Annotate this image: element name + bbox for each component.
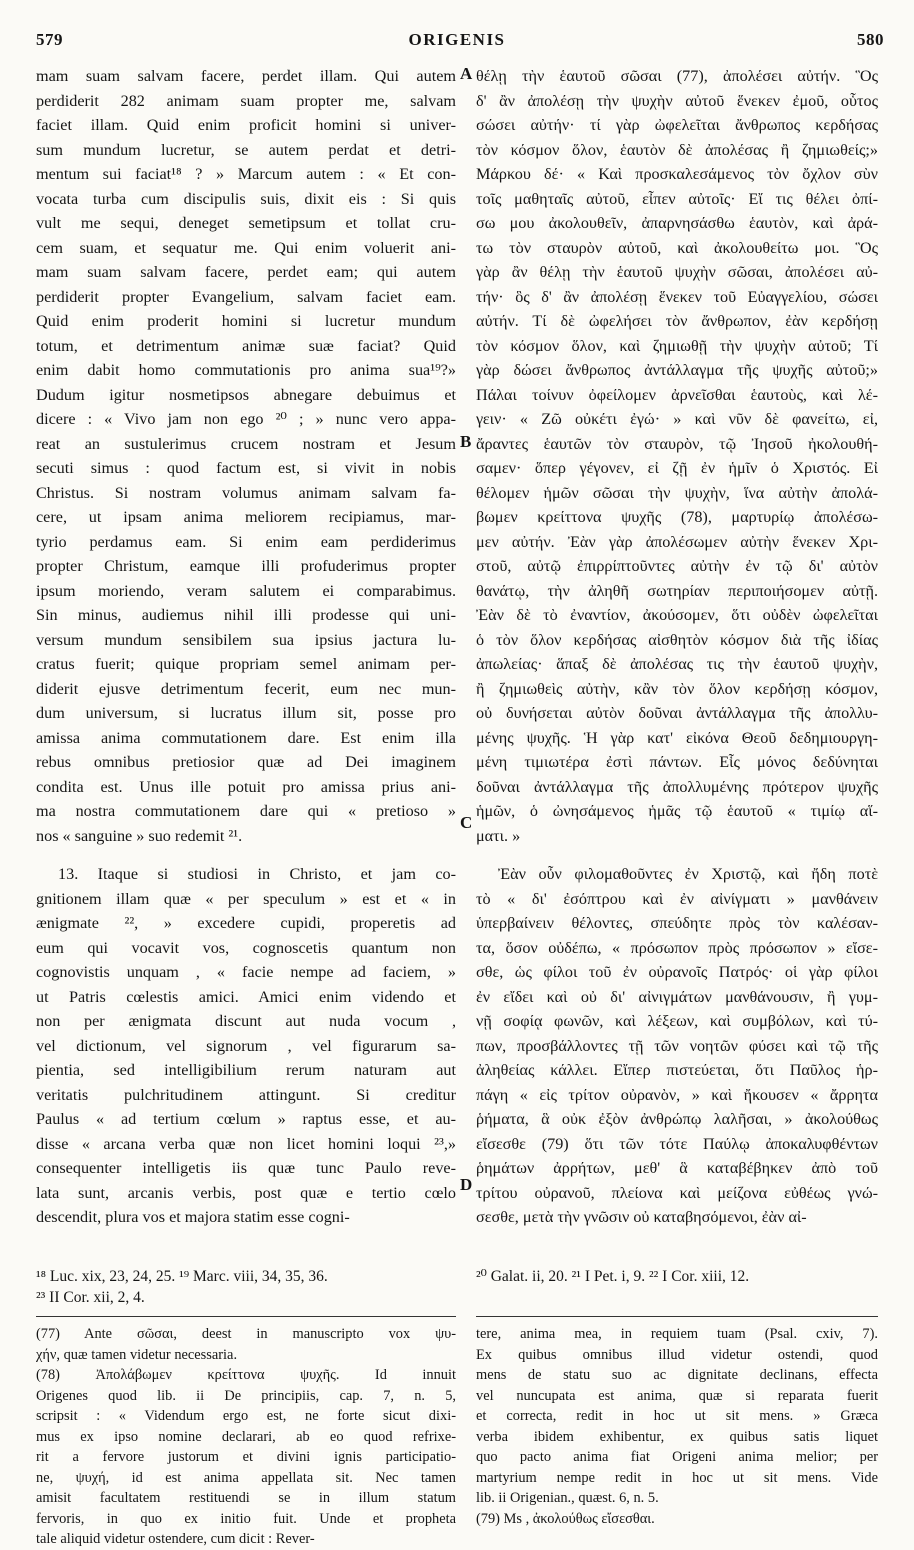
text-line: Christus. Si nostram volumus animam salvam fa-: [36, 483, 456, 502]
editorial-notes-right: [476, 1324, 878, 1529]
footnote-rule-right: [476, 1316, 878, 1317]
scripture-references-left: [36, 1266, 456, 1308]
text-line: faciet illam. Quid enim proficit homini si univer-: [36, 116, 456, 134]
text-line: rit a fervore justorum et divini ignis participatio-: [36, 1449, 456, 1465]
text-line: 13. Itaque si studiosi in Christo, et jam co-: [58, 865, 456, 883]
text-line: στοῦ, αὐτῷ ἐπιρρίπτοῦντες αὐτὴν ἐν τῷ δι' αὐτὸν: [476, 557, 878, 575]
margin-marker-b: B: [460, 432, 472, 451]
text-line: rebus omnibus pretiosior quæ ad Dei imaginem: [36, 753, 456, 771]
text-line: sum mundum lucretur, se autem perdat et detri-: [36, 140, 456, 159]
text-line: πων, προσβάλλοντες τῇ τῶν νοητῶν φύσει καὶ τῷ τῆς: [476, 1036, 878, 1055]
text-line: σω μου ἀκολουθεῖν, ἀπαρνησάσθω ἑαυτὸν, καὶ ἀρά-: [476, 214, 878, 232]
text-line: ὑπερβαίνειν θέλοντες, σπεύδητε πρὸς τὸν καλέσαν-: [476, 914, 878, 932]
text-line: μένης ψυχῆς. Ἡ γὰρ κατ' εἰκόνα Θεοῦ δεδημιουργη-: [476, 728, 878, 747]
text-line: ἀπωλείας· ἅπαξ δὲ ἀπολέσας τις τὴν ἑαυτοῦ ψυχὴν,: [476, 655, 878, 673]
greek-column: [476, 64, 878, 1230]
text-line: Quid enim proderit homini si lucretur mundum: [36, 312, 456, 330]
text-line: σθε, ὡς φίλοι τοῦ ἐν οὐρανοῖς Πατρός· οἱ γὰρ φίλοι: [476, 963, 878, 981]
text-line: mam suam salvam facere, perdet illam. Qui autem: [36, 67, 456, 85]
text-line: χήν, quæ tamen videtur necessaria.: [36, 1346, 238, 1363]
paragraph-gap: [36, 848, 456, 862]
text-line: εἴσεσθε (79) ὅτι τῶν τότε Παύλῳ ἀποκαλυφθέντων: [476, 1134, 878, 1153]
editorial-notes-left: [36, 1324, 456, 1550]
text-line: σώσει αὐτήν· τί γὰρ ὠφελεῖται ἄνθρωπος κερδήσας: [476, 116, 878, 134]
text-line: fervoris, in quo ex initio fuit. Unde et propheta: [36, 1510, 456, 1527]
text-line: perdiderit 282 animam suam propter me, salvam: [36, 91, 456, 110]
text-line: enim dabit homo commutationis pro anima sua¹⁹?»: [36, 361, 456, 379]
text-line: γὰρ ἂν θέλῃ τὴν ἑαυτοῦ ψυχὴν σῶσαι, ἀπολέσει αὐ-: [476, 263, 878, 281]
text-line: μεν αὐτήν. Ἐὰν γὰρ ἀπολέσωμεν αὐτὴν ἕνεκεν Χρι-: [476, 532, 878, 551]
text-line: ipsum moriendo, veram salutem ei comparabimus.: [36, 581, 456, 600]
text-line: mus ex ipso nomine declarari, ab eo quod refrixe-: [36, 1428, 456, 1445]
text-line: Ἐὰν οὖν φιλομαθοῦντες ἐν Χριστῷ, καὶ ἤδη ποτὲ: [498, 865, 878, 883]
text-line: ῥημάτων ἀρρήτων, μεθ' ἃ καταβέβηκεν ἀπὸ τοῦ: [476, 1159, 878, 1177]
running-title: ORIGENIS: [408, 30, 506, 49]
text-line: tale aliquid videtur ostendere, cum dicit : Rever-: [36, 1531, 315, 1547]
text-line: (78) Ἀπολάβωμεν κρείττονα ψυχῆς. Id innuit: [36, 1367, 456, 1383]
text-line: Μάρκου δέ· « Καὶ προσκαλεσάμενος τὸν ὄχλον σὺν: [476, 165, 878, 183]
text-line: mentum sui faciat¹⁸ ? » Marcum autem : « Et con-: [36, 165, 456, 183]
text-line: ματι. »: [476, 826, 521, 845]
text-line: consequenter intelligetis iis quæ tunc Paulo reve-: [36, 1159, 456, 1177]
reference-line: ¹⁸ Luc. xix, 23, 24, 25. ¹⁹ Marc. viii, 34, 35, 36.: [36, 1268, 328, 1285]
text-line: τὸ « δι' ἐσόπτρου καὶ ἐν αἰνίγματι » μανθάνειν: [476, 889, 878, 908]
text-line: ἄραντες ἑαυτῶν τὸν σταυρὸν, τῷ Ἰησοῦ ἠκολουθή-: [476, 434, 878, 453]
text-line: vult me sequi, deneget semetipsum et tollat cru-: [36, 214, 456, 232]
text-line: mam suam salvam facere, perdet eam; qui autem: [36, 263, 456, 281]
text-line: τήν· ὃς δ' ἂν ἀπολέσῃ ἕνεκεν τοῦ Εὐαγγελίου, σώσει: [476, 287, 878, 306]
text-line: dum universum, si lucratus illum sit, posse pro: [36, 704, 456, 722]
text-line: cere, ut ipsam anima meliorem recipiamus, mar-: [36, 508, 456, 526]
margin-marker-a: A: [460, 64, 473, 83]
text-line: vel dictionum, vel signorum , vel figurarum sa-: [36, 1036, 456, 1055]
text-line: Πάλαι τοίνυν ὀφείλομεν ἀρνεῖσθαι ἑαυτοὺς, καὶ λέ-: [476, 385, 878, 404]
text-line: (77) Ante σῶσαι, deest in manuscripto vox ψυ-: [36, 1326, 456, 1342]
text-line: amissa anima commutationem dare. Est enim illa: [36, 728, 456, 747]
text-line: descendit, plura vos et majora statim esse cogni-: [36, 1208, 350, 1226]
text-line: veritatis pulchritudinem attingunt. Si creditur: [36, 1085, 456, 1104]
text-line: Dudum igitur nosmetipsos abnegare debuimus et: [36, 385, 456, 404]
text-line: ἡμῶν, ὁ ὠνησάμενος ἡμᾶς τῷ ἑαυτοῦ « τιμίῳ αἵ-: [476, 802, 878, 820]
margin-marker-c: C: [460, 813, 473, 832]
text-line: σεσθε, μετὰ τὴν γνῶσιν οὐ καταβησόμενοι, ἐὰν αἰ-: [476, 1208, 807, 1226]
text-line: ut Patris cœlestis amici. Amici enim videndo et: [36, 987, 456, 1006]
text-line: σαμεν· ὅπερ γέγονεν, εἰ ζῇ ἐν ἡμῖν ὁ Χριστός. Εἰ: [476, 459, 878, 477]
text-line: mens de statu suo ac dignitate declinans, effecta: [476, 1367, 878, 1383]
text-line: τα, ὅσον οὐδέπω, « πρόσωπον πρὸς πρόσωπον » εἴσε-: [476, 938, 878, 957]
text-line: diderit ejusve detrimentum fecerit, eum nec mun-: [36, 679, 456, 698]
text-line: θέλομεν ἡμῶν σῶσαι τὴν ψυχὴν, ἵνα αὐτὴν ἀπολά-: [476, 483, 878, 502]
text-line: tere, anima mea, in requiem tuam (Psal. cxiv, 7).: [476, 1326, 878, 1342]
text-line: non per ænigmata discunt aut nuda vocum ,: [36, 1012, 456, 1030]
text-line: γὰρ δώσει ἄνθρωπος ἀντάλλαγμα τῆς ψυχῆς αὐτοῦ;»: [476, 361, 878, 379]
text-line: reat an sustulerimus crucem nostram et Jesum: [36, 434, 456, 453]
text-line: θανάτῳ, τὴν ἀληθῆ σωτηρίαν περιποιήσομεν αὐτῇ.: [476, 581, 878, 600]
text-line: ἢ ζημιωθεὶς αὐτὴν, κἂν τὸν ὅλον κερδήσῃ κόσμον,: [476, 679, 878, 698]
text-line: δοῦναι ἀντάλλαγμα τῆς ἀπολλυμένης πρότερον ψυχῆς: [476, 777, 878, 796]
text-line: secuti simus : quod factum est, si vivit in nobis: [36, 459, 456, 477]
text-line: cratus fuerit; quique propriam semel animam per-: [36, 655, 456, 673]
text-line: cognovistis unquam , « facie nempe ad faciem, »: [36, 963, 456, 981]
text-line: ῥήματα, ἃ οὐκ ἐξὸν ἀνθρώπῳ λαλῆσαι, » ἀκολούθως: [476, 1110, 878, 1128]
text-line: αὐτήν. Τί δὲ ὠφελήσει τὸν ἄνθρωπον, ἐὰν κερδήσῃ: [476, 312, 878, 330]
text-line: (79) Ms , ἀκολούθως εἴσεσθαι.: [476, 1510, 655, 1527]
text-line: tyrio perdamus eam. Si enim eam perdiderimus: [36, 532, 456, 551]
text-line: vel nuncupata est anima, quæ si reparata fuerit: [476, 1387, 878, 1404]
latin-column: [36, 64, 456, 1230]
text-line: gnitionem illam quæ « per speculum » est et « in: [36, 889, 456, 908]
text-line: Origenes quod lib. ii De principiis, cap. 7, n. 5,: [36, 1387, 456, 1404]
text-line: condita est. Unus ille potuit pro amissa prius ani-: [36, 777, 456, 796]
text-line: et correcta, redit in hoc ut sit mens. » Græca: [476, 1408, 878, 1424]
text-line: βωμεν κρείττονα ψυχῆς (78), μαρτυρίῳ ἀπολέσω-: [476, 508, 878, 526]
text-line: ma nostra commutationem dare qui « pretioso »: [36, 802, 456, 820]
text-line: nos « sanguine » suo redemit ²¹.: [36, 826, 243, 845]
text-line: πάγη « εἰς τρίτον οὐρανὸν, » καὶ ἤκουσεν « ἄρρητα: [476, 1085, 878, 1104]
text-line: τὸν κόσμον ὅλον, καὶ ζημιωθῇ τὴν ψυχὴν αὐτοῦ; Τί: [476, 336, 878, 355]
scripture-references-right: ²⁰ Galat. ii, 20. ²¹ I Pet. i, 9. ²² I Cor. xiii, 12.: [476, 1268, 750, 1285]
text-line: ἀληθείας κάλλει. Εἴπερ πιστεύεται, ὅτι Παῦλος ἡρ-: [476, 1061, 878, 1079]
reference-line: ²³ II Cor. xii, 2, 4.: [36, 1289, 145, 1306]
margin-marker-d: D: [460, 1175, 473, 1194]
text-line: cem suam, et sequatur me. Qui enim voluerit ani-: [36, 238, 456, 257]
text-line: lib. ii Origenian., quæst. 6, n. 5.: [476, 1490, 659, 1506]
text-line: dicere : « Vivo jam non ego ²⁰ ; » nunc vero appa-: [36, 410, 456, 428]
footnote-rule-left: [36, 1316, 456, 1317]
text-line: quo pacto anima fiat Origeni anima melior; per: [476, 1449, 878, 1465]
text-line: Ἐὰν δὲ τὸ ἐναντίον, ἀκούσομεν, ὅτι οὐδὲν ὠφελεῖται: [476, 606, 878, 624]
text-line: τοῖς μαθηταῖς αὐτοῦ, εἶπεν αὐτοῖς· Εἴ τις θέλει ὀπί-: [476, 189, 878, 208]
text-line: Sin minus, audiemus nihil illi prodesse qui uni-: [36, 606, 456, 624]
text-line: ὁ τὸν ὅλον κερδήσας αἰσθητὸν κόσμον διὰ τῆς ἰδίας: [476, 630, 878, 649]
text-line: scripsit : « Videndum ergo est, ne forte sicut dixi-: [36, 1408, 456, 1424]
text-line: Paulus « ad tertium cœlum » raptus esse, et au-: [36, 1110, 456, 1128]
text-line: τρίτου οὐρανοῦ, πλείονα καὶ μείζονα εὐθέως γνώ-: [476, 1183, 878, 1202]
text-line: totum, et detrimentum animæ suæ faciat? Quid: [36, 336, 456, 355]
text-line: propter Christum, eamque illi profuderimus propter: [36, 557, 456, 575]
text-line: τὸν κόσμον ὅλον, ἑαυτὸν δὲ ἀπολέσας ἢ ζημιωθείς;»: [476, 140, 878, 159]
text-line: eum qui vocavit vos, cognoscetis quantum non: [36, 938, 456, 957]
text-line: θέλῃ τὴν ἑαυτοῦ σῶσαι (77), ἀπολέσει αὐτήν. Ὃς: [476, 67, 878, 85]
text-line: vocata turba cum discipulis suis, dixit eis : Si quis: [36, 189, 456, 208]
text-line: ænigmate ²², » excedere cupidi, properetis ad: [36, 914, 456, 932]
text-line: δ' ἂν ἀπολέσῃ τὴν ψυχὴν αὐτοῦ ἕνεκεν ἐμοῦ, οὗτος: [476, 91, 878, 110]
text-line: τω τὸν σταυρὸν αὐτοῦ, καὶ ἀκολουθείτω μοι. Ὃς: [476, 238, 878, 257]
text-line: Ex quibus omnibus illud videtur ostendi, quod: [476, 1346, 878, 1363]
page-number-left: 579: [36, 30, 63, 49]
text-line: νῇ σοφίᾳ φωνῶν, καὶ λέξεων, καὶ συμβόλων, καὶ τύ-: [476, 1012, 878, 1030]
text-line: γειν· « Ζῶ οὐκέτι ἐγώ· » καὶ νῦν δὲ φανείτω, εἰ,: [476, 410, 878, 428]
text-line: lata sunt, arcanis verbis, post quæ e tertio cœlo: [36, 1183, 456, 1202]
text-line: verba ibidem exhibentur, ex quibus satis liquet: [476, 1428, 878, 1445]
text-line: disse « arcana verba quæ non licet homini loqui ²³,»: [36, 1134, 456, 1153]
page-number-right: 580: [857, 30, 884, 49]
text-line: amisit facultatem restituendi se in illum statum: [36, 1490, 456, 1506]
text-line: οὐ δυνήσεται αὐτὸν δοῦναι ἀντάλλαγμα τῆς ἀπολλυ-: [476, 704, 878, 722]
text-line: perdiderit propter Evangelium, salvam faciet eam.: [36, 287, 456, 306]
paragraph-gap: [476, 848, 878, 862]
text-line: martyrium nempe redit in hoc ut sit mens. Vide: [476, 1469, 878, 1486]
text-line: pientia, sed intelligibilium rerum naturam aut: [36, 1061, 456, 1079]
text-line: ne, ψυχή, id est anima appellata sit. Nec tamen: [36, 1469, 456, 1486]
text-line: μένη τιμιωτέρα ἐστὶ πάντων. Εἷς μόνος δεδύνηται: [476, 753, 878, 771]
text-line: versum mundum sensibilem sua ipsius jactura lu-: [36, 630, 456, 649]
text-line: ἐν εἴδει καὶ οὐ δι' αἰνιγμάτων μανθάνουσιν, ἢ γυμ-: [476, 987, 878, 1006]
